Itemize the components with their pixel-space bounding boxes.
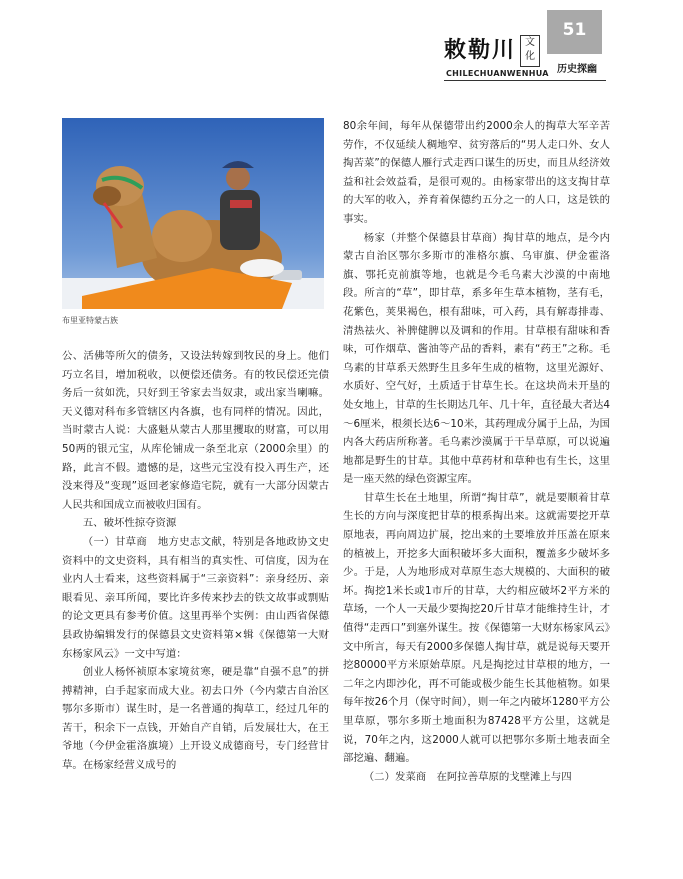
magazine-logo <box>444 27 549 83</box>
left-paragraph-1: 公、活佛等所欠的债务，又设法转嫁到牧民的身上。他们巧立名目，增加税收，以便偿还债务。有的牧民偿还完债务后一贫如洗，只好到王爷家去当奴隶，或出家当喇嘛。天义德对科布多管辖区内各旗，也有同样的情况。因此，当时蒙古人说：大盛魁从蒙古人那里攫取的财富，可以用50两的银元宝，从库伦铺成一条至北京（2000余里）的路，此言不假。遗憾的是，这些元宝没有投入再生产，还没来得及“变现”返回老家修造宅院，就有一大部分因蒙古人民共和国成立而被收归国有。 <box>62 350 329 511</box>
right-paragraph-3: 甘草生长在土地里，所谓“掏甘草”，就是要顺着甘草生长的方向与深度把甘草的根系掏出来。这就需要挖开草原地表，再向周边扩展，挖出来的土要堆放并压盖在原来的植被上，开挖多大面积破坏多大面积，覆盖多少破坏多少。于是，人为地形成对草原生态大规模的、大面积的破坏。掏挖1米长或1市斤的甘草，大约相应破坏2平方米的草场，一个人一天最少要掏挖20斤甘草才能维持生计，才值得“走西口”到塞外谋生。按《保德第一大财东杨家风云》文中所言，每天有2000多保德人掏甘草，就是说每天要开挖80000平方米原始草原。凡是掏挖过甘草根的地方，一二年之内即沙化，再不可能或极少能生长其他植物。如果每年按26个月（保守时间），则一年之内破坏1280平方公里草原，鄂尔多斯土地面积为87428平方公里，这就是说，70年之内，这2000人就可以把鄂尔多斯土地表面全部挖遍、翻遍。 <box>343 491 610 765</box>
right-paragraph-1: 80余年间，每年从保德带出约2000余人的掏草大军辛苦劳作，不仅延续人稠地窄、贫穷落后的“男人走口外、女人掏苦菜”的保德人雁行式走西口谋生的历史，而且从经济效益和社会效益看，是很可观的。由杨家带出的这支掏甘草的大军的收入，养育着保德约五分之一的人口，这是铁的事实。 <box>343 120 610 225</box>
page-number: 51 <box>562 20 587 40</box>
left-paragraph-2: （一）甘草商 地方史志文献，特别是各地政协文史资料中的文史资料，具有相当的真实性、可信度，因为在业内人士看来，这些资料属于“三亲资料”：亲身经历、亲眼看见、亲耳所闻，要比许多传来抄去的铁文故事或剽贴的论文更具有参考价值。这里再举个实例：由山西省保德县政协编辑发行的保德县文史资料第×辑《保德第一大财东杨家风云》一文中写道： <box>62 535 329 660</box>
page-number-box <box>547 10 602 54</box>
section-heading: 五、破坏性掠夺资源 <box>82 517 177 530</box>
right-paragraph-2: 杨家（并整个保德县甘草商）掏甘草的地点，是今内蒙古自治区鄂尔多斯市的准格尔旗、乌审旗、伊金霍洛旗、鄂托克前旗等地，也就是今毛乌素大沙漠的中南地段。所言的“草”，即甘草，系多年生草本植物，茎有毛，花紫色，荚果褐色，根有甜味，可入药，具有解毒排毒、清热祛火、补脾健脾以及调和的作用。甘草根有甜味和香味，可作烟草、酱油等产品的香料，素有“药王”之称。毛乌素的甘草系天然野生且多年生成的植物，这里光源好、水质好、空气好，土质适于甘草生长。在这块尚未开垦的处女地上，甘草的生长期达几年、几十年，直径最大者达4～6厘米，根须长达6～10米，其药理成分属于上品，为国内各大药店所称著。毛乌素沙漠属于干旱草原，可以说遍地都是野生的甘草。其他中草药材和草种也有生长，这里是一座天然的绿色资源宝库。 <box>343 231 610 486</box>
logo-box-label: 文化 <box>520 35 540 67</box>
photo-caption: 布里亚特蒙古族 <box>62 316 118 325</box>
left-text-column <box>62 347 329 775</box>
right-paragraph-4: （二）发菜商 在阿拉善草原的戈壁滩上与四 <box>363 770 572 783</box>
right-text-column <box>343 117 610 786</box>
logo-english: CHILECHUANWENHUA <box>446 69 549 78</box>
section-label: 历史探幽 <box>557 64 597 75</box>
camel-rider-photo <box>62 118 324 309</box>
camel-rider-illustration <box>62 118 324 309</box>
logo-chinese: 敕勒川 <box>444 37 517 63</box>
header-divider <box>444 80 606 81</box>
left-paragraph-3: 创业人杨怀祯原本家境贫寒，硬是靠“自强不息”的拼搏精神，白手起家而成大业。初去口外（今内蒙古自治区鄂尔多斯市）谋生时，是一名普通的掏草工，经过几年的苦干，积余下一点钱，开始自产自销，后发展壮大，在王爷地（今伊金霍洛旗境）上开设义成德商号，专门经营甘草。在杨家经营义成号的 <box>62 666 329 772</box>
